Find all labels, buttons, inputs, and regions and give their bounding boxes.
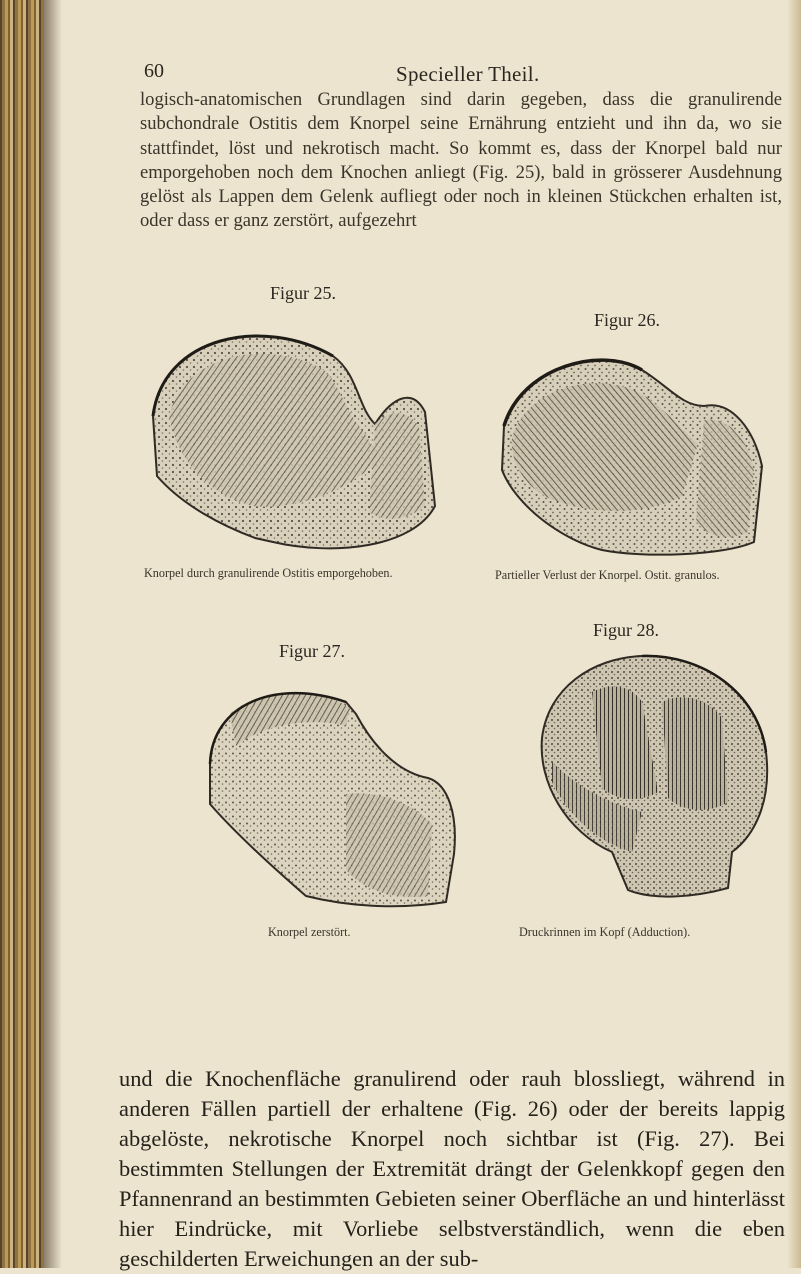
figure-27-label: Figur 27. <box>279 641 346 661</box>
figure-26-caption: Partieller Verlust der Knorpel. Ostit. granulos. <box>495 568 720 582</box>
gutter-shadow <box>44 0 62 1268</box>
paragraph-top: logisch-anatomischen Grundlagen sind darin gegeben, dass die granulirende subchondrale Ostitis dem Knorpel seine Ernährung entzieht und ihn da, wo sie stattfindet, löst und nekrotisch macht. So kommt es, dass der Knorpel bald nur emporgehoben noch dem Knochen anliegt (Fig. 25), bald in grösserer Ausdehnung gelöst als Lappen dem Gelenk aufliegt oder noch in kleinen Stückchen erhalten ist, oder dass er ganz zerstört, aufgezehrt <box>140 89 782 232</box>
book-spine-edge <box>0 0 44 1268</box>
figure-28-illustration <box>532 652 772 906</box>
figure-28-label: Figur 28. <box>593 620 660 640</box>
page-number: 60 <box>144 60 164 82</box>
figure-27-caption: Knorpel zerstört. <box>268 925 351 939</box>
figure-26-label: Figur 26. <box>594 310 661 330</box>
paragraph-bottom: und die Knochenfläche granulirend oder rauh blossliegt, während in anderen Fällen partiell der erhaltene (Fig. 26) oder der bereits lappig abgelöste, nekrotische Knorpel noch sichtbar ist (Fig. 27). Bei bestimmten Stellungen der Extremität drängt der Gelenkkopf gegen den Pfannenrand an bestimmten Gebieten seiner Oberfläche an und hinterlässt hier Eindrücke, mit Vorliebe selbstverständlich, wenn die eben geschilderten Erweichungen an der sub- <box>119 1066 785 1271</box>
running-head: Specieller Theil. <box>396 62 540 86</box>
page-edge <box>787 0 801 1268</box>
figure-25-label: Figur 25. <box>270 283 337 303</box>
figure-25-illustration <box>143 316 443 558</box>
figure-27-illustration <box>196 674 462 914</box>
figure-26-illustration <box>492 346 772 560</box>
figure-25-caption: Knorpel durch granulirende Ostitis emporgehoben. <box>144 566 393 580</box>
figure-28-caption: Druckrinnen im Kopf (Adduction). <box>519 925 691 939</box>
